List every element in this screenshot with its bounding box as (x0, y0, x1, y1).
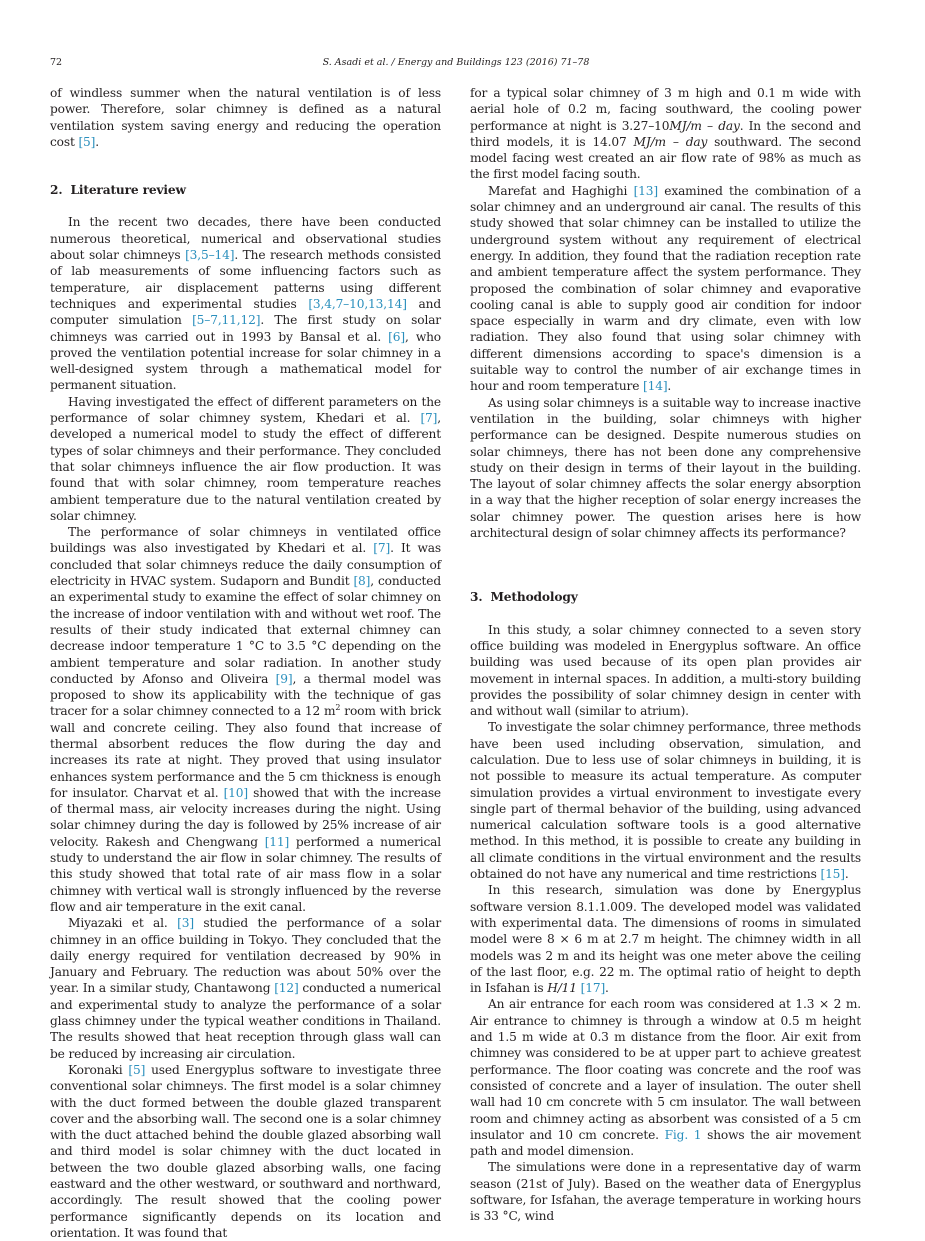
ratio-expression: H/11 (547, 981, 577, 996)
paragraph: Marefat and Haghighi [13] examined the combination of a solar chimney and an underground air canal. The results of this study showed that solar chimney can be installed to utilize the underground system without any requirement of electrical energy. In addition, they found that the radiation reception rate and ambient temperature affect the system performance. They proposed the combination of solar chimney and evaporative cooling canal is able to supply good air condition for indoor space especially in warm and dry climate, even with low radiation. They also found that using solar chimney with different dimensions according to space's dimension is a suitable way to control the number of air exchange times in hour and room temperature [14]. (470, 183, 861, 394)
intro-tail-paragraph: of windless summer when the natural ventilation is of less power. Therefore, solar chimney is defined as a natural ventilation system saving energy and reducing the operation cost [5]. (50, 86, 441, 149)
citation-link[interactable]: [17] (580, 981, 606, 996)
citation-link[interactable]: [6] (388, 329, 405, 344)
citation-link[interactable]: [9] (275, 671, 293, 686)
paragraph: The performance of solar chimneys in ventilated office buildings was also investigated by Khedari et al. [7]. It was concluded that solar chimneys reduce the daily consumption of electricity in HVAC system. Sudaporn and Bundit [8], conducted an experimental study to examine the effect of solar chimney on the increase of indoor ventilation with and without wet roof. The results of their study indicated that external chimney can decrease indoor temperature 1 °C to 3.5 °C depending on the ambient temperature and solar radiation. In another study conducted by Afonso and Oliveira [9], a thermal model was proposed to show its applicability with the technique of gas tracer for a solar chimney connected to a 12 $m^2$ room with brick wall and concrete ceiling. They also found that increase of thermal absorbent reduces the flow during the day and increases its rate at night. They proved that using insulator enhances system performance and the 5 cm thickness is enough for insulator. Charvat et al. [10] showed that with the increase of thermal mass, air velocity increases during the night. Using solar chimney during the day is followed by 25% increase of air velocity. Rakesh and Chengwang [11] performed a numerical study to understand the air flow in solar chimney. The results of this study showed that total rate of air mass flow in a solar chimney with vertical wall is strongly influenced by the reverse flow and air temperature in the exit canal. (50, 525, 442, 914)
paragraph: In the recent two decades, there have been conducted numerous theoretical, numerical and observational studies about solar chimneys [3,5–14]. The research methods consisted of lab measurements of some influencing factors such as temperature, air displacement patterns using different techniques and experimental studies [3,4,7–10,13,14] and computer simulation [5–7,11,12]. The first study on solar chimneys was carried out in 1993 by Bansal et al. [6], who proved the ventilation potential increase for solar chimney in a well-designed system through a mathematical model for permanent situation. (50, 215, 441, 393)
paragraph: In this research, simulation was done by Energyplus software version 8.1.1.009. The developed model was validated with experimental data. The dimensions of rooms in simulated model were 8 × 6 m at 2.7 m height. The chimney width in all models was 2 m and its height was one meter above the ceiling of the last floor, e.g. 22 m. The optimal ratio of height to depth in Isfahan is H/11 [17]. (470, 883, 861, 996)
citation-link[interactable]: [11] (264, 834, 290, 849)
right-column (470, 85, 861, 1225)
unit-expression: MJ/m – day (633, 134, 708, 149)
paragraph: As using solar chimneys is a suitable way to increase inactive ventilation in the building, solar chimneys with higher performance can be designed. Despite numerous studies on solar chimneys, there has not been done any comprehensive study on their design in terms of their layout in the building. The layout of solar chimney affects the solar energy absorption in a way that the higher reception of solar energy increases the solar chimney power. The question arises here is how architectural design of solar chimney affects its performance? (470, 395, 861, 541)
left-column (50, 85, 441, 1241)
citation-link[interactable]: [14] (643, 379, 668, 394)
citation-link[interactable]: [7] (373, 541, 391, 556)
citation-link[interactable]: [7] (420, 411, 438, 426)
journal-citation: S. Asadi et al. / Energy and Buildings 123 (2016) 71–78 (322, 57, 590, 68)
citation-link[interactable]: [13] (633, 183, 658, 198)
citation-link[interactable]: [5] (78, 134, 96, 149)
unit-expression: MJ/m – day (669, 118, 740, 133)
superscript: 2 (335, 703, 341, 713)
paragraph: Koronaki [5] used Energyplus software to investigate three conventional solar chimneys. The first model is a solar chimney with the duct formed between the double glazed transparent cover and the absorbing wall. The second one is a solar chimney with the duct attached behind the double glazed absorbing wall and third model is solar chimney with the duct located in between the two double glazed absorbing walls, one facing eastward and the other westward, or southward and northward, accordingly. The result showed that the cooling power performance significantly depends on its location and orientation. It was found that (50, 1062, 442, 1240)
paragraph: Having investigated the effect of different parameters on the performance of solar chimney system, Khedari et al. [7], developed a numerical model to study the effect of different types of solar chimneys and their performance. They concluded that solar chimneys influence the air flow production. It was found that with solar chimney, room temperature reaches ambient temperature due to the natural ventilation created by solar chimney. (50, 394, 441, 523)
citation-link[interactable]: [10] (223, 785, 248, 800)
paragraph: An air entrance for each room was considered at 1.3 × 2 m. Air entrance to chimney is through a window at 0.5 m height and 1.5 m wide at 0.3 m distance from the floor. Air exit from chimney was considered to be at upper part to achieve greatest performance. The floor coating was concrete and the roof was consisted of concrete and a layer of insulation. The outer shell wall had 10 cm concrete with 5 cm insulator. The wall between room and chimney acting as absorbent was consisted of a 5 cm insulator and 10 cm concrete. Fig. 1 shows the air movement path and model dimension. (470, 997, 861, 1159)
citation-link[interactable]: [3] (177, 916, 194, 931)
citation-link[interactable]: [3,5–14] (185, 248, 235, 263)
citation-link[interactable]: [12] (274, 981, 299, 996)
figure-link[interactable]: Fig. 1 (664, 1127, 702, 1142)
paragraph: for a typical solar chimney of 3 m high and 0.1 m wide with aerial hole of 0.2 m, facing southward, the cooling power performance at night is 3.27–10MJ/m – day. In the second and third models, it is 14.07 MJ/m – day southward. The second model facing west created an air flow rate of 98% as much as the first model facing south. (470, 86, 862, 182)
paragraph: Miyazaki et al. [3] studied the performance of a solar chimney in an office building in Tokyo. They concluded that the daily energy required for ventilation decreased by 90% in January and February. The reduction was about 50% over the year. In a similar study, Chantawong [12] conducted a numerical and experimental study to analyze the performance of a solar glass chimney under the typical weather conditions in Thailand. The results showed that heat reception through glass wall can be reduced by increasing air circulation. (50, 916, 441, 1061)
citation-link[interactable]: [15] (820, 867, 845, 882)
citation-link[interactable]: [3,4,7–10,13,14] (308, 296, 407, 311)
page-number: 72 (50, 57, 63, 68)
paragraph: The simulations were done in a representative day of warm season (21st of July). Based on the weather data of Energyplus software, for Isfahan, the average temperature in working hours is 33 °C, wind (470, 1160, 861, 1224)
citation-link[interactable]: [5–7,11,12] (192, 313, 261, 328)
paragraph: To investigate the solar chimney performance, three methods have been used including observation, simulation, and calculation. Due to less use of solar chimneys in building, it is not possible to measure its actual temperature. As computer simulation provides a virtual environment to investigate every single part of thermal behavior of the building, using advanced numerical calculation software tools is a good alternative method. In this method, it is possible to create any building in all climate conditions in the virtual environment and the results obtained do not have any numerical and time restrictions [15]. (470, 720, 861, 882)
section-heading-methodology: 3. Methodology (470, 590, 578, 605)
citation-link[interactable]: [5] (128, 1062, 146, 1077)
running-head (50, 56, 862, 70)
section-heading-literature-review: 2. Literature review (50, 183, 186, 198)
paragraph: In this study, a solar chimney connected to a seven story office building was modeled in Energyplus software. An office building was used because of its open plan provides air movement in internal spaces. In addition, a multi-story building provides the possibility of solar chimney design in center with and without wall (similar to atrium). (470, 622, 861, 719)
citation-link[interactable]: [8] (353, 574, 371, 589)
